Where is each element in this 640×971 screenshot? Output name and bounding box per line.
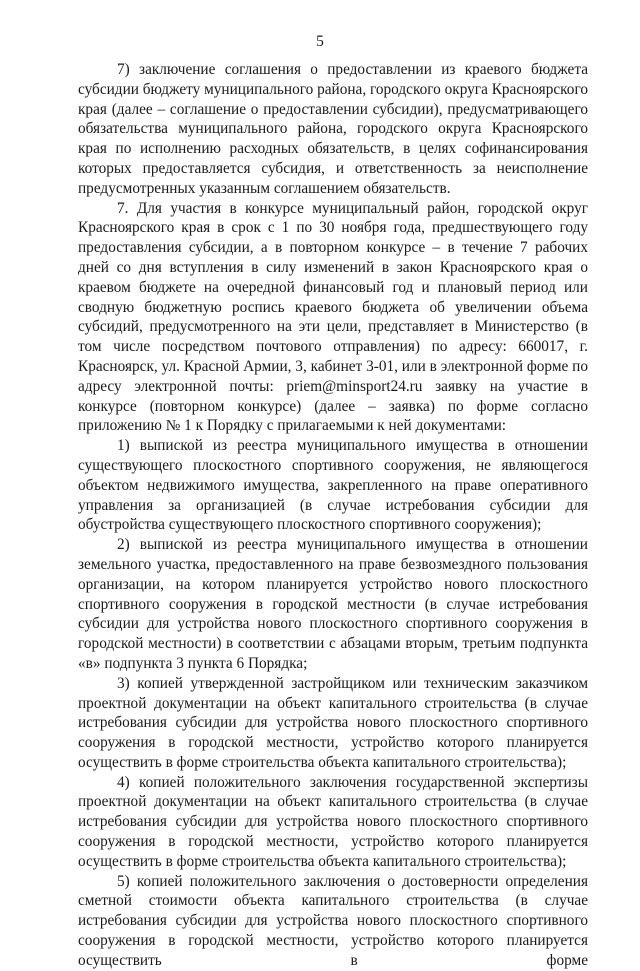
paragraph-item-4-state-expertise: 4) копией положительного заключения государственной экспертизы проектной документации на объект капитального строительства (в случае истребования субсидии для устройства нового плоскостного спортивного сооружения в городской местности, устройство которого планируется осуществить в форме строительства объекта капитального строительства); bbox=[78, 773, 588, 870]
page-number: 5 bbox=[316, 33, 324, 50]
paragraph-item-5-cost-reliability: 5) копией положительного заключения о достоверности определения сметной стоимости объекта капитального строительства (в случае истребования субсидии для устройства нового плоскостного спортивного сооружения в городской местности, устройство которого планируется осуществить в форме bbox=[78, 872, 588, 969]
paragraph-item-3-project-documentation: 3) копией утвержденной застройщиком или техническим заказчиком проектной документации на объект капитального строительства (в случае истребования субсидии для устройства нового плоскостного спортивного сооружения в городской местности, устройство которого планируется осуществить в форме строительства объекта капитального строительства); bbox=[78, 674, 588, 771]
paragraph-agreement-conclusion: 7) заключение соглашения о предоставлении из краевого бюджета субсидии бюджету муниципального района, городского округа Красноярского края (далее – соглашение о предоставлении субсидии), предусматривающего обязательства муниципального района, городского округа Красноярского края по исполнению расходных обязательств, в целях софинансирования которых предоставляется субсидия, и ответственность за неисполнение предусмотренных указанным соглашением обязательств. bbox=[78, 61, 588, 197]
document-body bbox=[78, 60, 588, 971]
paragraph-item-2-land-registry-extract: 2) выпиской из реестра муниципального имущества в отношении земельного участка, предоставленного на праве безвозмездного пользования организации, на котором планируется устройство нового плоскостного спортивного сооружения в городской местности (в случае истребования субсидии для устройства нового плоскостного спортивного сооружения в городской местности) в соответствии с абзацами вторым, третьим подпункта «в» подпункта 3 пункта 6 Порядка; bbox=[78, 536, 588, 672]
paragraph-application-submission: 7. Для участия в конкурсе муниципальный район, городской округ Красноярского края в срок с 1 по 30 ноября года, предшествующего году предоставления субсидии, а в повторном конкурсе – в течение 7 рабочих дней со дня вступления в силу изменений в закон Красноярского края о краевом бюджете на очередной финансовый год и плановый период или сводную бюджетную роспись краевого бюджета об увеличении объема субсидий, предусмотренного на эти цели, представляет в Министерство (в том числе посредством почтового отправления) по адресу: 660017, г. Красноярск, ул. Красной Армии, 3, кабинет 3-01, или в электронной форме по адресу электронной почты: priem@minsport24.ru заявку на участие в конкурсе (повторном конкурсе) (далее – заявка) по форме согласно приложению № 1 к Порядку с прилагаемыми к ней документами: bbox=[78, 199, 588, 435]
paragraph-item-1-registry-extract: 1) выпиской из реестра муниципального имущества в отношении существующего плоскостного спортивного сооружения, не являющегося объектом недвижимого имущества, закрепленного на праве оперативного управления за организацией (в случае истребования субсидии для обустройства существующего плоскостного спортивного сооружения); bbox=[78, 437, 588, 534]
